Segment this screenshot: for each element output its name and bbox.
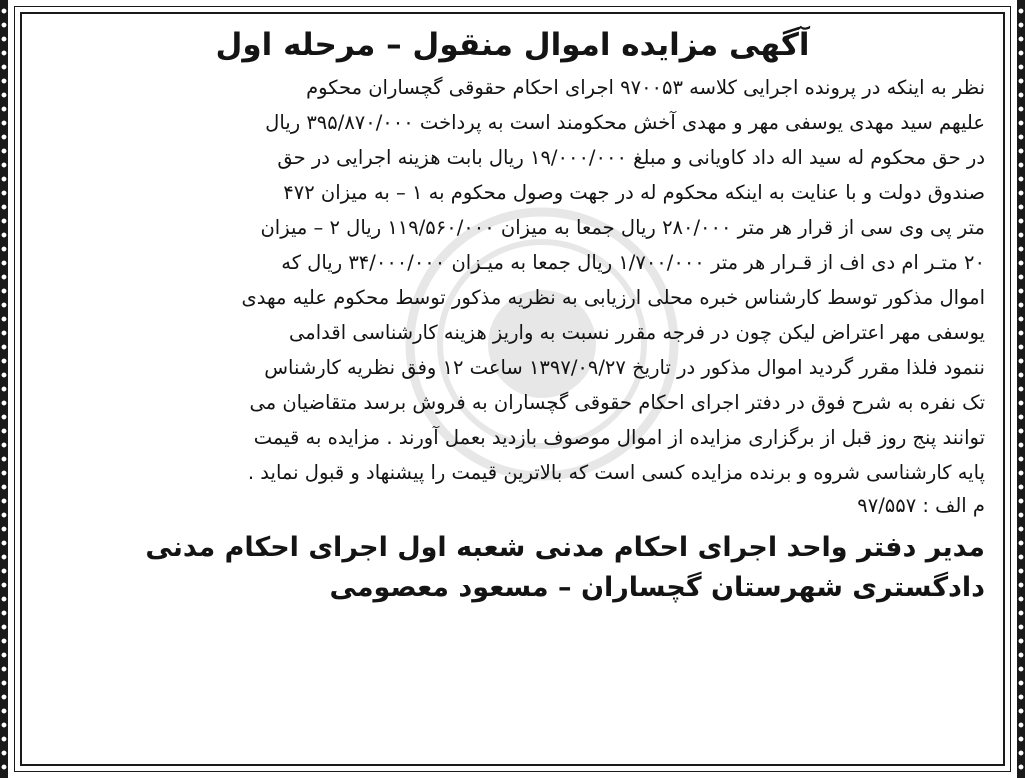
- signature-block: [40, 528, 985, 608]
- notice-title: آگهی مزایده اموال منقول – مرحله اول: [215, 27, 810, 63]
- body-line: نظر به اینکه در پرونده اجرایی کلاسه ۹۷۰۰۵۳ اجرای احکام حقوقی گچساران محکوم: [306, 76, 985, 99]
- body-line: یوسفی مهر اعتراض لیکن چون در فرجه مقرر نسبت به واریز هزینه کارشناسی اقدامی: [289, 321, 985, 344]
- body-line: توانند پنج روز قبل از برگزاری مزایده از اموال موصوف بازدید بعمل آورند . مزایده به قیمت: [253, 426, 985, 449]
- body-line: تک نفره به شرح فوق در دفتر اجرای احکام حقوقی گچساران به فروش برسد متقاضیان می: [249, 391, 985, 414]
- body-line: علیهم سید مهدی یوسفی مهر و مهدی آخش محکومند است به پرداخت ۳۹۵/۸۷۰/۰۰۰ ریال: [265, 111, 985, 134]
- notice-box: [20, 12, 1005, 766]
- body-line: متر پی وی سی از قرار هر متر ۲۸۰/۰۰۰ ریال جمعا به میزان ۱۱۹/۵۶۰/۰۰۰ ریال ۲ – میزان: [260, 216, 985, 239]
- reference-number: م الف : ۹۷/۵۵۷: [857, 494, 985, 517]
- body-line: ۲۰ متـر ام دی اف از قـرار هر متر ۱/۷۰۰/۰۰۰ ریال جمعا به میـزان ۳۴/۰۰۰/۰۰۰ ریال که: [281, 251, 985, 274]
- notice-body: [40, 70, 985, 490]
- signature-line: دادگستری شهرستان گچساران – مسعود معصومی: [329, 572, 985, 603]
- body-line: صندوق دولت و با عنایت به اینکه محکوم له در جهت وصول محکوم به ۱ – به میزان ۴۷۲: [283, 181, 985, 204]
- body-line: در حق محکوم له سید اله داد کاویانی و مبلغ ۱۹/۰۰۰/۰۰۰ ریال بابت هزینه اجرایی در حق: [277, 146, 985, 169]
- body-line: ننمود فلذا مقرر گردید اموال مذکور در تاریخ ۱۳۹۷/۰۹/۲۷ ساعت ۱۲ وفق نظریه کارشناس: [264, 356, 985, 379]
- perforated-edge-right: [1017, 0, 1025, 778]
- perforated-edge-left: [0, 0, 8, 778]
- signature-line: مدیر دفتر واحد اجرای احکام مدنی شعبه اول اجرای احکام مدنی: [145, 532, 985, 563]
- body-line: پایه کارشناسی شروه و برنده مزایده کسی است که بالاترین قیمت را پیشنهاد و قبول نماید .: [247, 461, 985, 484]
- body-line: اموال مذکور توسط کارشناس خبره محلی ارزیابی به نظریه مذکور توسط محکوم علیه مهدی: [241, 286, 985, 309]
